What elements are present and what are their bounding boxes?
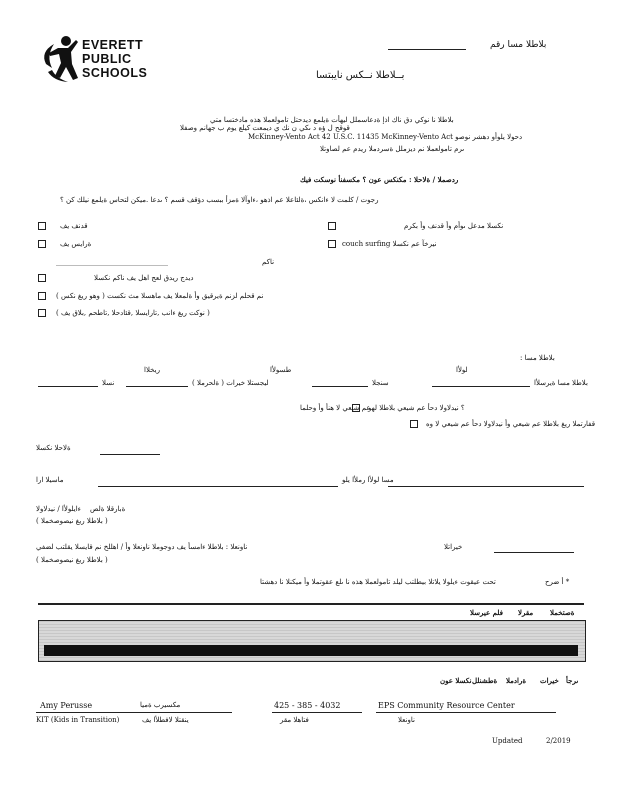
name-field-middle[interactable] (312, 386, 368, 387)
date-field[interactable] (494, 552, 574, 553)
checkbox-unsheltered[interactable] (38, 292, 46, 300)
section-divider (38, 603, 584, 605)
contact-office-line (376, 712, 556, 713)
label-name-family: بلاطلا مسا ةيرسلأا (534, 379, 588, 387)
office-footer-5: نكسلا عون (440, 676, 472, 685)
logo-line-2: PUBLIC (82, 52, 132, 66)
contact-address-label: ناونعلا (398, 716, 415, 724)
signature-text: تحت عيقوت ءيلولا يلاتلا بيطلتب ليلد تامولعملا هذه نا ىلع عقوتملا وأ ميكنلا نا دهشتا (260, 578, 496, 586)
logo (38, 34, 168, 84)
office-footer-4: ةطشنلل (472, 676, 498, 685)
label-address-option: ناونعلا : بلاطلا ءامسأ يف دوجوملا ناونعلا وأ / اهللخ نم قايسلا يقلتب لضفي (36, 543, 248, 551)
option-other-line: ________________________________ (56, 258, 168, 266)
option-unsheltered-label: نم قحلم لزنم ةيرقيق وأ ةلمعلا يف ماهسلا مث نكست ( وهو ريغ نكس ) (56, 292, 264, 300)
form-title: بــلاطلا نــكس نايبتسا (316, 70, 405, 81)
footer-updated: Updated (492, 737, 523, 745)
contact-phone-label: فتاهلا مقر (280, 716, 309, 724)
intro-line-3: McKinney-Vento Act 42 U.S.C. 11435 McKinney-Vento Act دحولا يلوأو دهشر نوصو (248, 133, 523, 141)
label-middle: طسولأا (270, 366, 292, 374)
checkbox-car[interactable] (38, 240, 46, 248)
option-abandoned-label: ( نوكت ريغ ءانب ,تارايسلا ,قئادحلا ,تاطحم ,بلاق يف ) (56, 309, 210, 317)
grade-field[interactable] (100, 454, 160, 455)
office-header-number: مقرلا (518, 608, 534, 617)
student-info-heading: بلاطلا مسا : (520, 354, 555, 362)
label-guardian: ءايلولأا / نيدلاولا (36, 505, 81, 513)
office-use-redaction-bar (44, 645, 578, 656)
checkbox-shelter[interactable] (328, 222, 336, 230)
checkbox-abandoned[interactable] (38, 309, 46, 317)
checkbox-trailer[interactable] (38, 274, 46, 282)
housing-question: رجوت / كلمت لا ءانكس ،ةلئاعلا عم اذهو ،ءاوآلا ةمزأ ببسب دؤقف قسم ؟ ىدعا .ميكن لتحاس ةيلمع نيلك كن ؟ (60, 196, 379, 204)
student-name-line[interactable] (388, 49, 466, 50)
label-last: ريخلاا (144, 366, 160, 374)
option-couch-label: couch surfing نيرخآ عم نكسلا (342, 240, 437, 248)
label-gender-yes: عم شيعي لا هنأ وأ وحلما (300, 404, 371, 412)
student-name-label: بلاطلا مسا رقم (490, 40, 547, 50)
label-accompanied: ؟ نيدلاولا دحأ عم شيعي بلاطلا لهو (368, 404, 465, 412)
label-date: خيراتلا (444, 543, 463, 551)
label-first: لولأا (456, 366, 468, 374)
housing-header: ردصملا / ةلاحلا : مكنكس عون ؟ مكسفنأ نوسكت فيك (300, 175, 459, 184)
intro-line-2: قوقح ل ؤه د ىكي ن نك ي ديمعت كيلع يوم ب جهانم وصفلا (180, 124, 350, 132)
logo-line-1: EVERETT (82, 38, 144, 52)
option-trailer-label: ديدج ريدق لعج اهل يف ناكم نكسلا (94, 274, 194, 282)
contact-name-line (36, 712, 232, 713)
contact-office: EPS Community Resource Center (378, 701, 515, 710)
intro-line-4: ىرم تامولعملا نم ديزملل ةسردملا ريدم عم لصاوتلا (320, 145, 465, 153)
office-footer-3: ةرادملا (506, 676, 527, 685)
office-footer-1: ىرجأ (566, 676, 579, 685)
label-parent-name: مسا لولأا رملأا يلو (342, 476, 394, 484)
label-age: نسلا (102, 379, 115, 387)
contact-kit-arabic: ينقتلا لافطلأا يف (142, 716, 189, 724)
intro-line-1: بلاطلا نا نوكي دق ناك اذإ ةدعاسملل ليهأت ةيلمع ديدحتل تامولعملا هذه مادختسا متي (210, 116, 454, 124)
label-enroll-date: ليجستلا خيرات ( ةلحرملا ) (192, 379, 269, 387)
logo-line-3: SCHOOLS (82, 66, 148, 80)
option-car-label: ةرايس يف (60, 240, 92, 248)
office-header-file: فلم عيرسلا (470, 608, 503, 617)
label-address-note: ( بلاطلا ريغ نيصوصخملا ) (36, 556, 108, 564)
contact-phone: 425 - 385 - 4032 (274, 701, 341, 710)
logo-figure-icon (38, 34, 84, 84)
label-relation: ةبارقلا ةلص (90, 505, 126, 513)
footer-date: 2/2019 (546, 737, 571, 745)
name-field-last[interactable] (38, 386, 98, 387)
label-current-school: ماسيلا ارا (36, 476, 64, 484)
current-school-field[interactable] (98, 486, 338, 487)
contact-kit: KIT (Kids in Transition) (36, 716, 120, 724)
option-place-label: ناكم (262, 258, 275, 266)
checkbox-couch-surfing[interactable] (328, 240, 336, 248)
checkbox-unaccompanied[interactable] (410, 420, 418, 428)
contact-name-arabic: مكسيرب ةميا (140, 701, 181, 709)
office-header-specialist: ةصتخملا (550, 608, 575, 617)
label-unaccompanied: قفارتملا ريغ بلاطلا عم شيعي وأ نيدلاولا دحأ عم شيعي لا وه (426, 420, 596, 428)
office-footer-2: خيرات (540, 676, 559, 685)
parent-name-field[interactable] (388, 486, 584, 487)
name-field-first[interactable] (432, 386, 530, 387)
contact-phone-line (272, 712, 362, 713)
label-grade: ةلاحلا نكسلا (36, 444, 71, 452)
contact-name: Amy Perusse (40, 701, 93, 710)
option-motel-label: قدنف يف (60, 222, 88, 230)
label-guardian-note: ( بلاطلا ريغ نيصوصخملا ) (36, 517, 108, 525)
checkbox-motel[interactable] (38, 222, 46, 230)
option-shelter-label: نكسلا مدعل ىوأم وأ قدنف وأ بكرم (404, 222, 504, 230)
label-gender: سنجلا (372, 379, 389, 387)
name-field-last2[interactable] (126, 386, 188, 387)
signature-prompt: * أ ضرح (545, 578, 570, 586)
